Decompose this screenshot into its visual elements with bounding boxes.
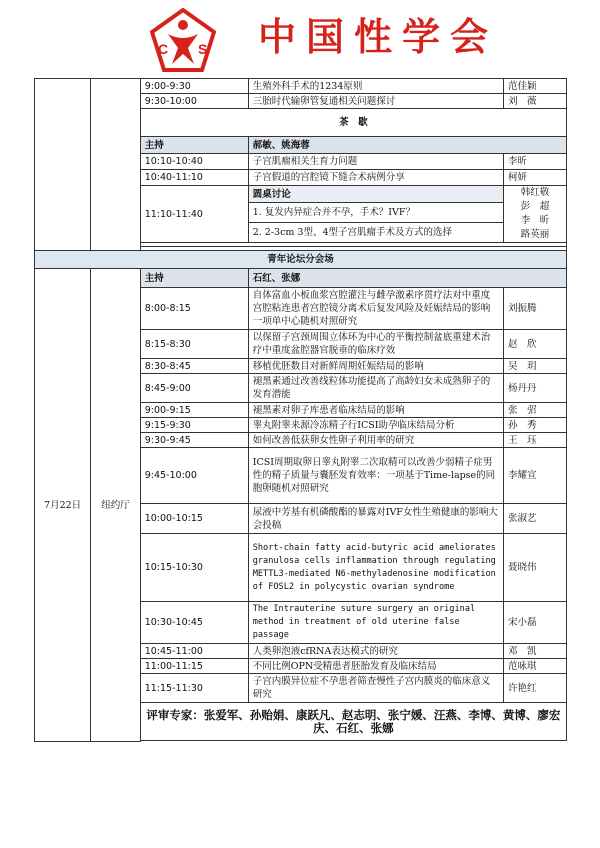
table-row: [35, 79, 567, 94]
speaker-name: 杨丹丹: [504, 374, 567, 403]
speaker-name: 吴 玥: [504, 359, 567, 374]
time-cell: 9:15-9:30: [140, 418, 248, 433]
experts-label: 评审专家：: [146, 707, 204, 722]
speaker-name: 李耀宣: [504, 448, 567, 504]
time-cell: 10:15-10:30: [140, 534, 248, 602]
forum-banner: 青年论坛分会场: [35, 251, 567, 269]
time-cell: 10:10-10:40: [140, 154, 248, 170]
talk-title: 褪黑素对卵子库患者临床结局的影响: [248, 403, 503, 418]
chair-label: 主持: [140, 269, 248, 288]
talk-title: 移植优胚数目对新鲜周期妊娠结局的影响: [248, 359, 503, 374]
time-cell: 9:00-9:30: [140, 79, 248, 94]
talk-title: 生殖外科手术的1234原则: [248, 79, 503, 94]
talk-title: 不同比例OPN受精患者胚胎发育及临床结局: [248, 659, 503, 674]
time-cell: 11:00-11:15: [140, 659, 248, 674]
org-title: 中国性学会: [258, 14, 499, 59]
round-table-topic: 1. 复发内异症合并不孕，手术？IVF？: [248, 203, 503, 223]
experts-names: 张爱军、孙贻娟、康跃凡、赵志明、张宁媛、汪燕、李博、黄博、廖宏庆、石红、张娜: [203, 707, 561, 735]
schedule-table: [34, 78, 567, 742]
talk-title: ICSI周期取卵日睾丸附睾二次取精可以改善少弱精子症男性的精子质量与囊胚发育效率：一项基于Time-lapse的同胞卵随机对照研究: [248, 448, 503, 504]
time-cell: 10:30-10:45: [140, 602, 248, 644]
speaker-name: 李 昕: [520, 215, 550, 226]
chair-names: 郝敏、姚海蓉: [248, 137, 566, 154]
time-cell: 10:40-11:10: [140, 170, 248, 186]
talk-title: 人类卵泡液cfRNA表达模式的研究: [248, 644, 503, 659]
talk-title: 自体富血小板血浆宫腔灌注与雌孕激素序贯疗法对中重度宫腔粘连患者宫腔镜分离术后复发风险及妊娠结局的影响一项单中心随机对照研究: [248, 288, 503, 330]
speaker-name: 宋小磊: [504, 602, 567, 644]
time-cell: 11:10-11:40: [140, 186, 248, 243]
speaker-name: 路英丽: [520, 229, 550, 240]
venue-cell-empty: [91, 79, 140, 251]
venue-cell: 纽约厅: [91, 269, 140, 742]
speaker-name: 张淑艺: [504, 504, 567, 534]
chair-names: 石红、张娜: [248, 269, 566, 288]
talk-title: 以保留子宫颈周围立体环为中心的平衡控制盆底重建术治疗中重度盆腔器官脱垂的临床疗效: [248, 330, 503, 359]
speaker-name: 李昕: [504, 154, 567, 170]
chair-label: 主持: [140, 137, 248, 154]
speaker-name: 柯妍: [504, 170, 567, 186]
talk-title: 三胎时代输卵管复通相关问题探讨: [248, 94, 503, 109]
time-cell: 10:45-11:00: [140, 644, 248, 659]
society-logo-icon: [150, 8, 216, 72]
speaker-name: 孙 秀: [504, 418, 567, 433]
round-table-label: 圆桌讨论: [248, 186, 503, 203]
talk-title: 子宫肌瘤相关生育力问题: [248, 154, 503, 170]
round-table-topic: 2. 2-3cm 3型、4型子宫肌瘤手术及方式的选择: [248, 223, 503, 243]
time-cell: 8:00-8:15: [140, 288, 248, 330]
date-cell-empty: [35, 79, 91, 251]
speaker-name: 聂晓伟: [504, 534, 567, 602]
time-cell: 10:00-10:15: [140, 504, 248, 534]
talk-title: Short-chain fatty acid-butyric acid ameliorates granulosa cells inflammation through regulating METTL3-mediated N6-methyladenosine modification of FOSL2 in polycystic ovarian syndrome: [248, 534, 503, 602]
svg-text:C: C: [158, 41, 169, 57]
round-table-speakers: [504, 186, 567, 243]
tea-break: 茶 歇: [140, 109, 566, 137]
speaker-name: 赵 欣: [504, 330, 567, 359]
review-experts: [140, 703, 566, 741]
speaker-name: 邓 凯: [504, 644, 567, 659]
speaker-name: 韩红敬: [520, 187, 550, 198]
speaker-name: 范咏琪: [504, 659, 567, 674]
talk-title: 如何改善低获卵女性卵子利用率的研究: [248, 433, 503, 448]
speaker-name: 许艳红: [504, 674, 567, 703]
time-cell: 9:30-9:45: [140, 433, 248, 448]
talk-title: 尿液中芳基有机磷酸酯的暴露对IVF女性生殖健康的影响大会投稿: [248, 504, 503, 534]
speaker-name: 王 珏: [504, 433, 567, 448]
speaker-name: 彭 超: [520, 201, 550, 212]
speaker-name: 范佳颖: [504, 79, 567, 94]
talk-title: 子宫内膜异位症不孕患者筛查慢性子宫内膜炎的临床意义研究: [248, 674, 503, 703]
speaker-name: 刘 薇: [504, 94, 567, 109]
talk-title: 子宫假道的宫腔镜下缝合术病例分享: [248, 170, 503, 186]
svg-text:S: S: [198, 41, 208, 57]
talk-title: The Intrauterine suture surgery an original method in treatment of old uterine false passage: [248, 602, 503, 644]
time-cell: 8:30-8:45: [140, 359, 248, 374]
speaker-name: 刘振腾: [504, 288, 567, 330]
talk-title: 睾丸附睾来源冷冻精子行ICSI助孕临床结局分析: [248, 418, 503, 433]
forum-banner-row: [35, 251, 567, 269]
chair-row: [35, 269, 567, 288]
time-cell: 9:00-9:15: [140, 403, 248, 418]
time-cell: 9:45-10:00: [140, 448, 248, 504]
time-cell: 8:45-9:00: [140, 374, 248, 403]
date-cell: 7月22日: [35, 269, 91, 742]
talk-title: 褪黑素通过改善线粒体功能提高了高龄妇女未成熟卵子的发育潜能: [248, 374, 503, 403]
page-header: [0, 0, 600, 78]
time-cell: 11:15-11:30: [140, 674, 248, 703]
time-cell: 8:15-8:30: [140, 330, 248, 359]
time-cell: 9:30-10:00: [140, 94, 248, 109]
speaker-name: 张 弨: [504, 403, 567, 418]
